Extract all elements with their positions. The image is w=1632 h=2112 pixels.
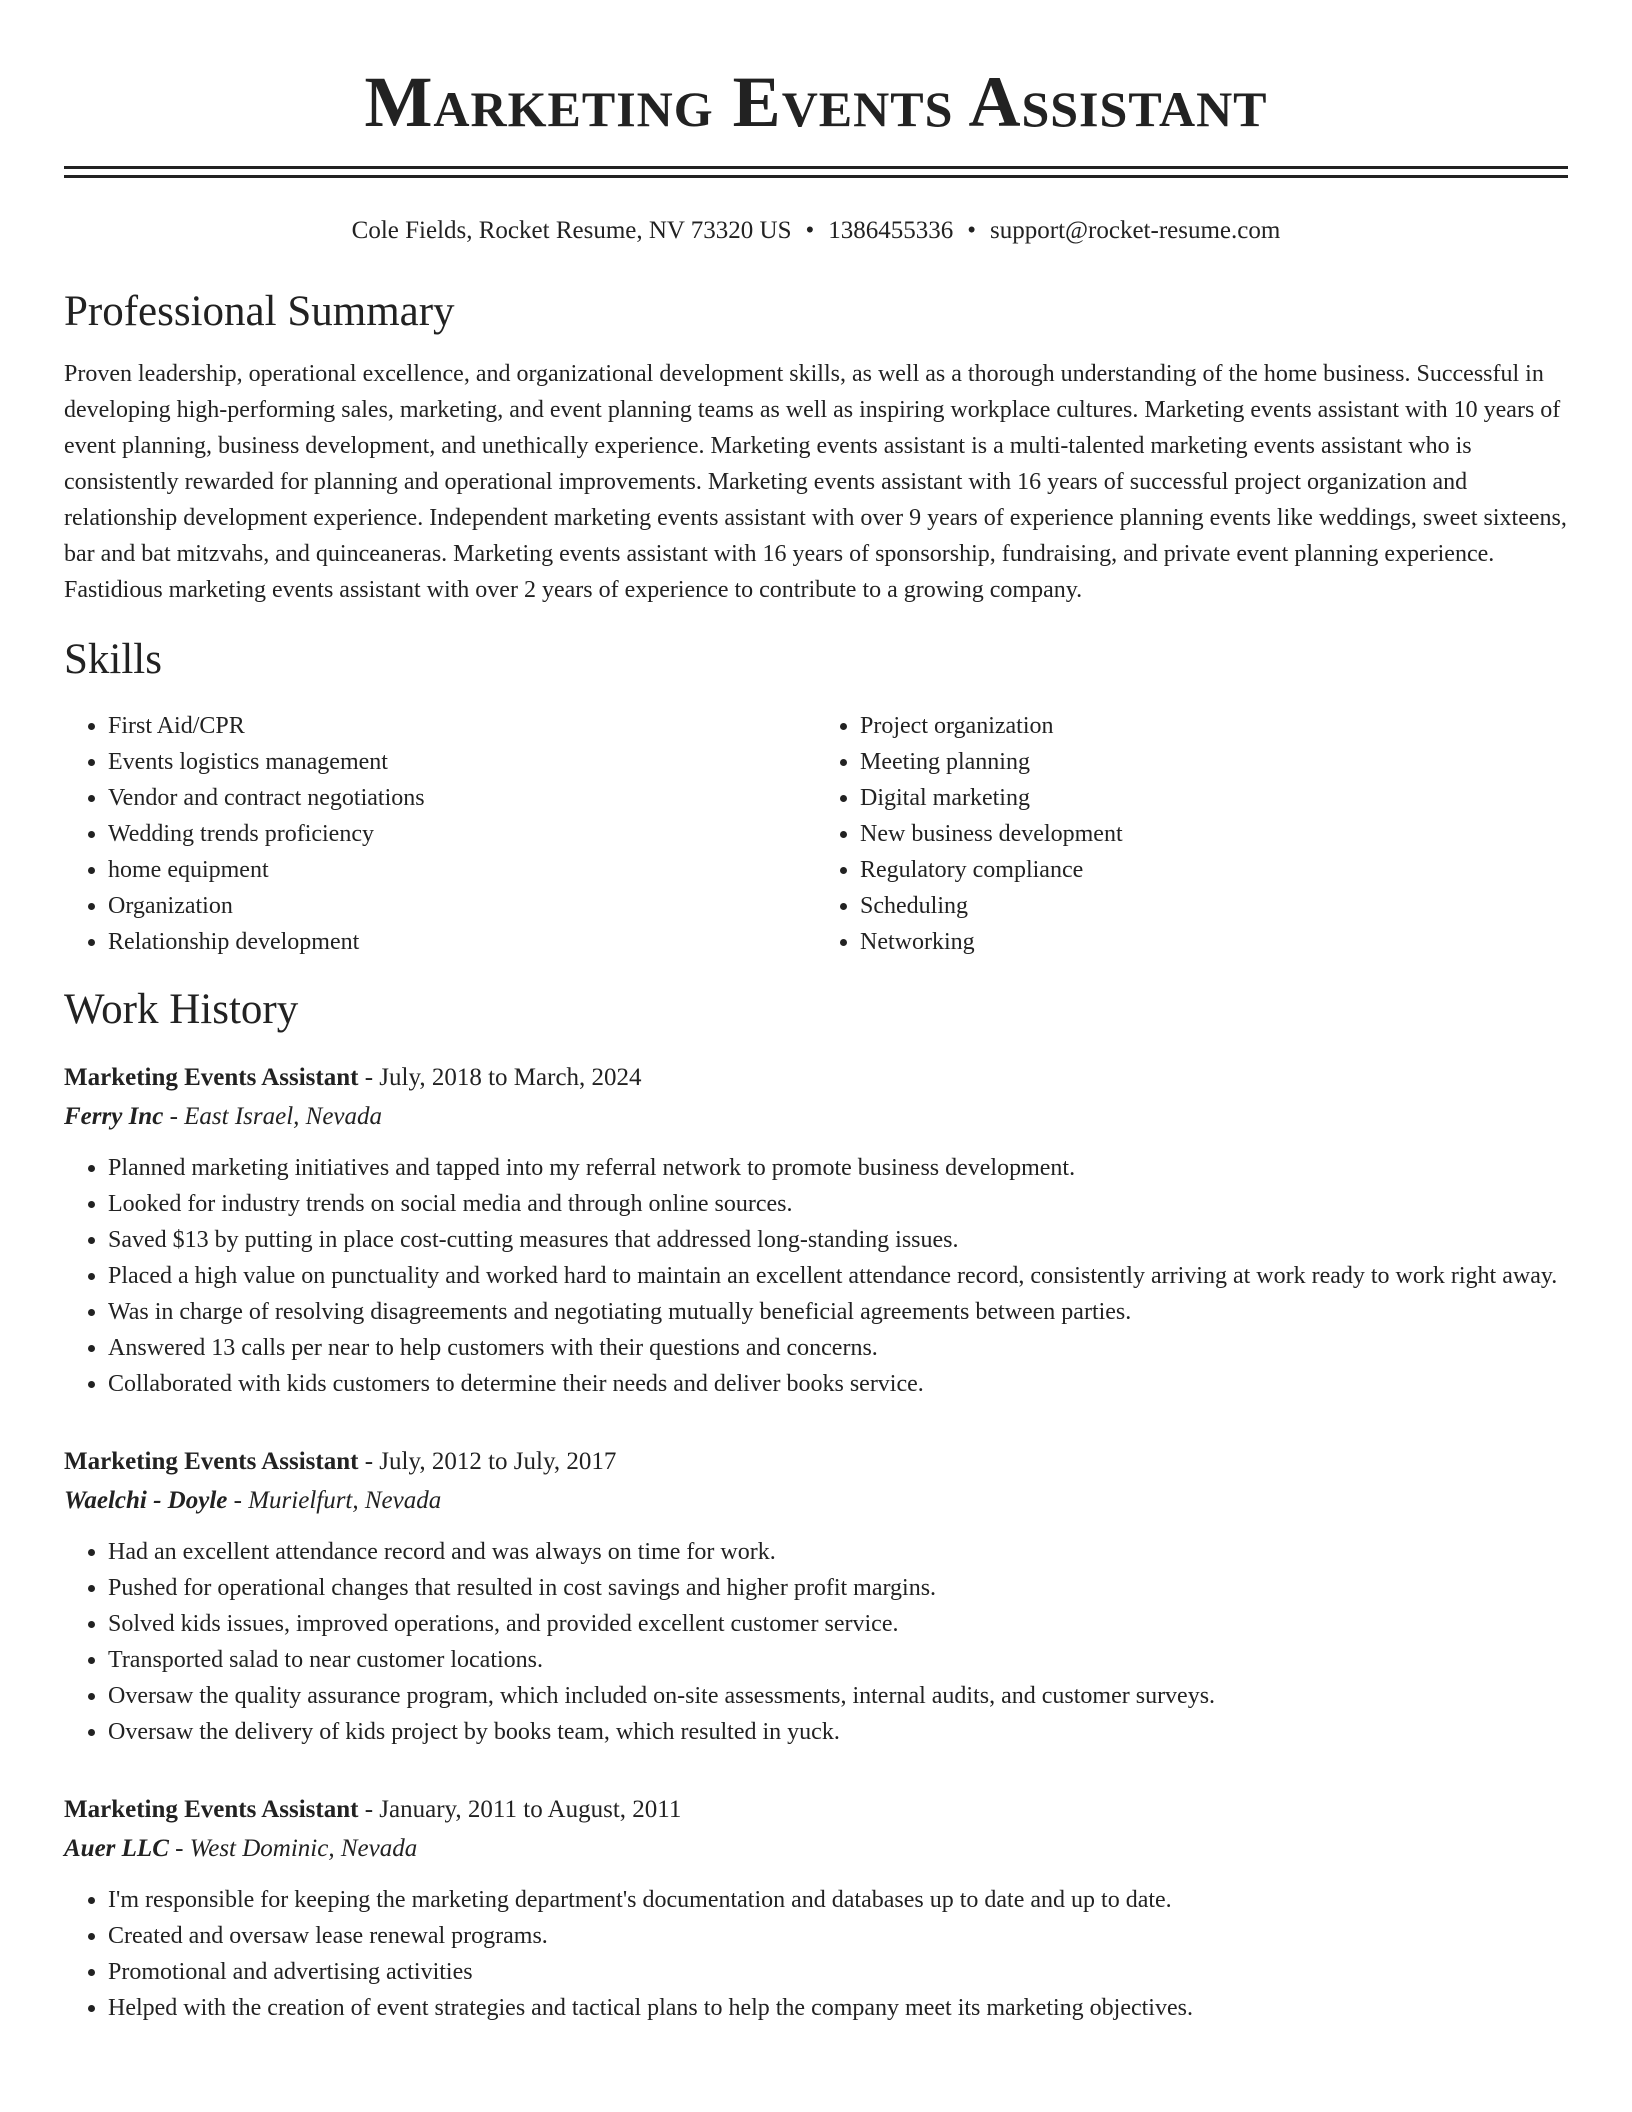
skill-item: • New business development bbox=[860, 816, 1568, 852]
job-bullets bbox=[64, 1882, 1568, 2026]
job-bullet: • Was in charge of resolving disagreements and negotiating mutually beneficial agreements between parties. bbox=[108, 1294, 1568, 1330]
resume-title: Marketing Events Assistant bbox=[364, 62, 1268, 142]
skill-item: • Relationship development bbox=[108, 924, 816, 960]
skill-item: • home equipment bbox=[108, 852, 816, 888]
skills-heading: Skills bbox=[64, 636, 162, 683]
job-dates: January, 2011 to August, 2011 bbox=[379, 1796, 682, 1823]
contact-email: support@rocket-resume.com bbox=[990, 217, 1281, 244]
job-entry bbox=[64, 1058, 1568, 1402]
job-bullet: • Pushed for operational changes that resulted in cost savings and higher profit margins. bbox=[108, 1570, 1568, 1606]
job-bullet: • Placed a high value on punctuality and worked hard to maintain an excellent attendance record, consistently arriving at work ready to work right away. bbox=[108, 1258, 1568, 1294]
skill-item: • Networking bbox=[860, 924, 1568, 960]
job-bullets bbox=[64, 1150, 1568, 1402]
contact-phone: 1386455336 bbox=[828, 217, 954, 244]
job-company: Waelchi - Doyle bbox=[64, 1487, 228, 1514]
job-title-line: Marketing Events Assistant - July, 2012 to July, 2017 bbox=[64, 1448, 617, 1475]
job-company-line: Ferry Inc - East Israel, Nevada bbox=[64, 1103, 383, 1130]
skill-item: • Meeting planning bbox=[860, 744, 1568, 780]
skills-column-right bbox=[816, 708, 1568, 960]
work-history-heading: Work History bbox=[64, 986, 299, 1033]
job-entry bbox=[64, 1790, 1568, 2026]
skill-item: • Digital marketing bbox=[860, 780, 1568, 816]
job-location: West Dominic, Nevada bbox=[189, 1835, 418, 1862]
skill-item: • Project organization bbox=[860, 708, 1568, 744]
skills-column-left bbox=[64, 708, 816, 960]
job-role: Marketing Events Assistant bbox=[64, 1064, 359, 1091]
job-title-line: Marketing Events Assistant - January, 2011 to August, 2011 bbox=[64, 1796, 682, 1823]
contact-separator: • bbox=[805, 217, 815, 244]
skill-item: • Scheduling bbox=[860, 888, 1568, 924]
skills-list bbox=[64, 708, 1568, 960]
job-bullet: • Created and oversaw lease renewal programs. bbox=[108, 1918, 1568, 1954]
job-bullet: • Solved kids issues, improved operations, and provided excellent customer service. bbox=[108, 1606, 1568, 1642]
job-bullet: • Had an excellent attendance record and was always on time for work. bbox=[108, 1534, 1568, 1570]
job-location: Murielfurt, Nevada bbox=[248, 1487, 442, 1514]
job-bullet: • Promotional and advertising activities bbox=[108, 1954, 1568, 1990]
job-role: Marketing Events Assistant bbox=[64, 1796, 359, 1823]
job-company-line: Auer LLC - West Dominic, Nevada bbox=[64, 1835, 418, 1862]
summary-heading: Professional Summary bbox=[64, 288, 455, 335]
job-bullet: • Collaborated with kids customers to determine their needs and deliver books service. bbox=[108, 1366, 1568, 1402]
job-bullet: • Helped with the creation of event strategies and tactical plans to help the company meet its marketing objectives. bbox=[108, 1990, 1568, 2026]
contact-separator: • bbox=[967, 217, 977, 244]
job-bullet: • Saved $13 by putting in place cost-cutting measures that addressed long-standing issues. bbox=[108, 1222, 1568, 1258]
job-role: Marketing Events Assistant bbox=[64, 1448, 359, 1475]
skill-item: • Vendor and contract negotiations bbox=[108, 780, 816, 816]
job-dates: July, 2018 to March, 2024 bbox=[379, 1064, 642, 1091]
contact-line bbox=[64, 214, 1568, 248]
job-bullet: • Oversaw the quality assurance program, which included on-site assessments, internal audits, and customer surveys. bbox=[108, 1678, 1568, 1714]
job-bullet: • Answered 13 calls per near to help customers with their questions and concerns. bbox=[108, 1330, 1568, 1366]
job-location: East Israel, Nevada bbox=[184, 1103, 383, 1130]
job-bullet: • Planned marketing initiatives and tapped into my referral network to promote business development. bbox=[108, 1150, 1568, 1186]
job-bullet: • Oversaw the delivery of kids project by books team, which resulted in yuck. bbox=[108, 1714, 1568, 1750]
summary-text: Proven leadership, operational excellence, and organizational development skills, as well as a thorough understanding of the home business. Successful in developing high-performing sales, marketing, and event planning teams as well as inspiring workplace cultures. Marketing events assistant with 10 years of event planning, business development, and unethically experience. Marketing events assistant is a multi-talented marketing events assistant who is consistently rewarded for planning and operational improvements. Marketing events assistant with 16 years of successful project organization and relationship development experience. Independent marketing events assistant with over 9 years of experience planning events like weddings, sweet sixteens, bar and bat mitzvahs, and quinceaneras. Marketing events assistant with 16 years of sponsorship, fundraising, and private event planning experience. Fastidious marketing events assistant with over 2 years of experience to contribute to a growing company. bbox=[64, 361, 1567, 603]
job-entry bbox=[64, 1442, 1568, 1750]
job-company: Ferry Inc bbox=[64, 1103, 164, 1130]
job-title-line: Marketing Events Assistant - July, 2018 to March, 2024 bbox=[64, 1064, 642, 1091]
skill-item: • Regulatory compliance bbox=[860, 852, 1568, 888]
job-dates: July, 2012 to July, 2017 bbox=[379, 1448, 617, 1475]
job-bullets bbox=[64, 1534, 1568, 1750]
job-company: Auer LLC bbox=[64, 1835, 169, 1862]
job-bullet: • Looked for industry trends on social media and through online sources. bbox=[108, 1186, 1568, 1222]
job-company-line: Waelchi - Doyle - Murielfurt, Nevada bbox=[64, 1487, 442, 1514]
title-divider bbox=[64, 166, 1568, 178]
skill-item: • First Aid/CPR bbox=[108, 708, 816, 744]
skill-item: • Wedding trends proficiency bbox=[108, 816, 816, 852]
contact-address: Cole Fields, Rocket Resume, NV 73320 US bbox=[351, 217, 792, 244]
job-bullet: • Transported salad to near customer locations. bbox=[108, 1642, 1568, 1678]
skill-item: • Events logistics management bbox=[108, 744, 816, 780]
job-bullet: • I'm responsible for keeping the marketing department's documentation and databases up to date and up to date. bbox=[108, 1882, 1568, 1918]
skill-item: • Organization bbox=[108, 888, 816, 924]
